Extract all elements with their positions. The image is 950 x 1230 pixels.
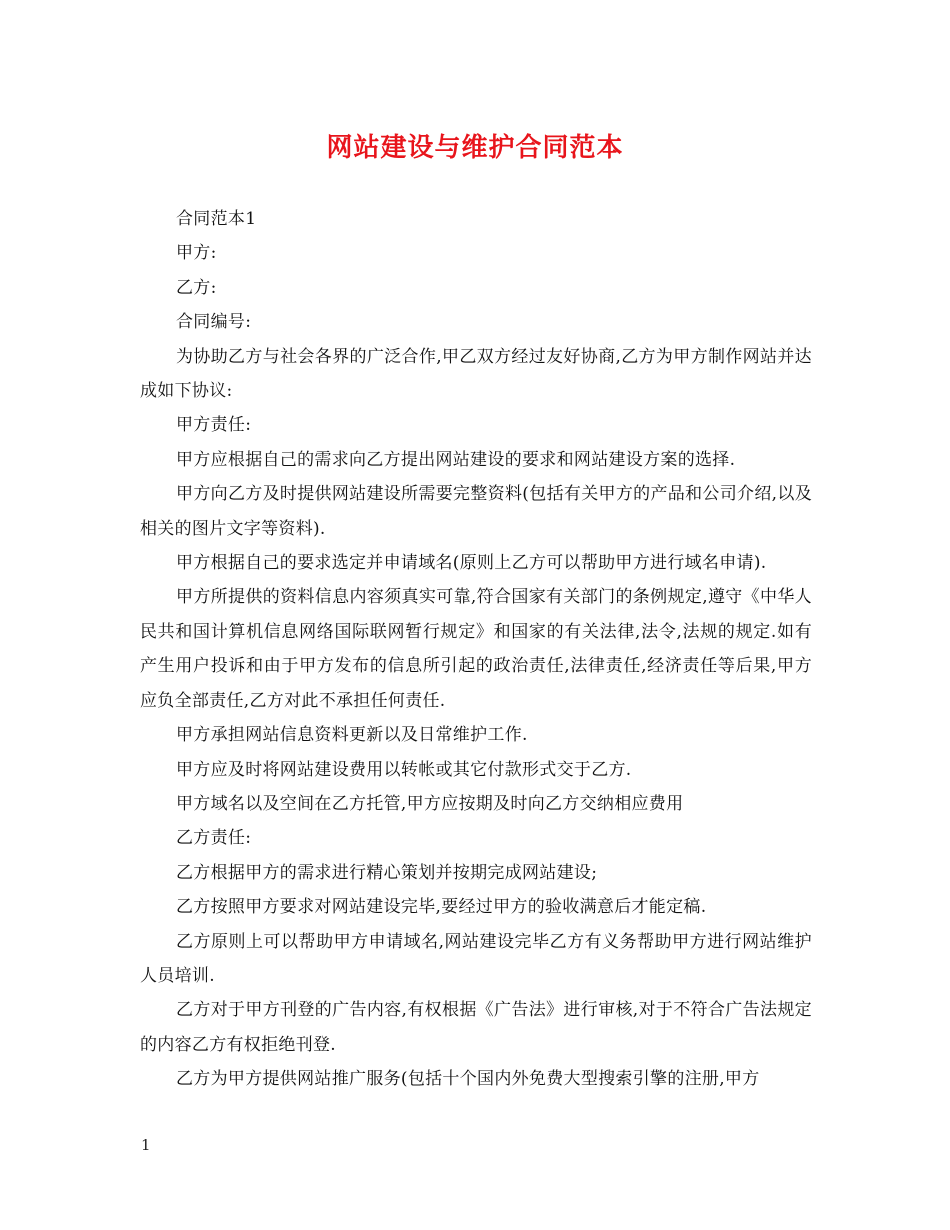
paragraph: 甲方应根据自己的需求向乙方提出网站建设的要求和网站建设方案的选择. — [176, 449, 736, 470]
paragraph: 甲方根据自己的要求选定并申请域名(原则上乙方可以帮助甲方进行域名申请). — [176, 553, 767, 574]
paragraph: 甲方责任: — [176, 415, 252, 436]
page-number: 1 — [141, 1136, 151, 1154]
paragraph: 甲方: — [176, 243, 217, 264]
paragraph: 甲方向乙方及时提供网站建设所需要完整资料(包括有关甲方的产品和公司介绍,以及相关的图片文字等资料). — [140, 484, 812, 539]
document-title: 网站建设与维护合同范本 — [326, 133, 624, 163]
paragraph: 乙方根据甲方的需求进行精心策划并按期完成网站建设; — [176, 862, 598, 883]
paragraph: 甲方应及时将网站建设费用以转帐或其它付款形式交于乙方. — [176, 759, 632, 780]
paragraph: 合同范本1 — [176, 209, 257, 229]
paragraph: 乙方按照甲方要求对网站建设完毕,要经过甲方的验收满意后才能定稿. — [176, 897, 707, 918]
paragraph: 乙方对于甲方刊登的广告内容,有权根据《广告法》进行审核,对于不符合广告法规定的内容乙方有权拒绝刊登. — [140, 1000, 812, 1055]
paragraph: 为协助乙方与社会各界的广泛合作,甲乙双方经过友好协商,乙方为甲方制作网站并达成如下协议: — [140, 346, 812, 402]
paragraph: 乙方: — [176, 277, 217, 298]
paragraph: 甲方所提供的资料信息内容须真实可靠,符合国家有关部门的条例规定,遵守《中华人民共和国计算机信息网络国际联网暂行规定》和国家的有关法律,法令,法规的规定.如有产生用户投诉和由于甲方发布的信息所引起的政治责任,法律责任,经济责任等后果,甲方应负全部责任,乙方对此不承担任何责任. — [140, 587, 812, 711]
paragraph: 乙方责任: — [176, 828, 252, 849]
paragraph: 甲方承担网站信息资料更新以及日常维护工作. — [176, 725, 528, 746]
paragraph: 乙方为甲方提供网站推广服务(包括十个国内外免费大型搜索引擎的注册,甲方 — [176, 1069, 760, 1090]
document-body — [140, 202, 812, 1097]
paragraph: 乙方原则上可以帮助甲方申请域名,网站建设完毕乙方有义务帮助甲方进行网站维护人员培训. — [140, 931, 812, 986]
paragraph: 甲方域名以及空间在乙方托管,甲方应按期及时向乙方交纳相应费用 — [176, 793, 684, 814]
paragraph: 合同编号: — [176, 312, 252, 333]
